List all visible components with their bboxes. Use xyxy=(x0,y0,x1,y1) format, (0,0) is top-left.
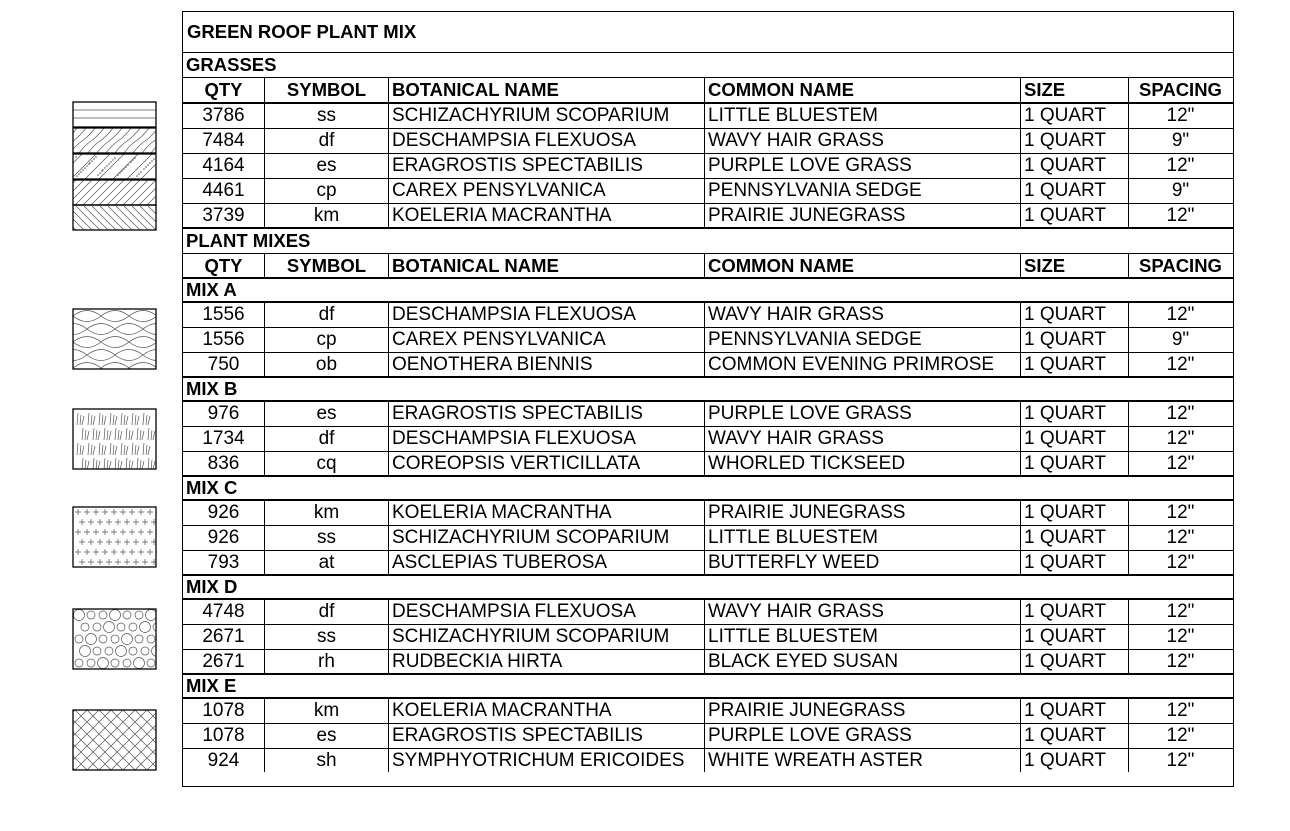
cell-spacing: 12" xyxy=(1128,154,1232,178)
cell-botanical: KOELERIA MACRANTHA xyxy=(388,204,704,227)
scale-pattern-frame xyxy=(73,309,156,369)
cell-spacing: 9" xyxy=(1128,328,1232,352)
cell-common: BLACK EYED SUSAN xyxy=(704,650,1020,673)
cell-size: 1 QUART xyxy=(1020,179,1128,203)
table-row xyxy=(183,501,1233,526)
table-row xyxy=(183,154,1233,179)
cell-qty: 2671 xyxy=(202,650,245,672)
table-row xyxy=(183,625,1233,650)
dotted-diagonal-pattern xyxy=(43,154,180,179)
cell-spacing: 12" xyxy=(1128,427,1232,451)
cell-qty: 1556 xyxy=(202,304,245,325)
table-title: GREEN ROOF PLANT MIX xyxy=(187,21,417,42)
horizontal-lines-pattern-frame xyxy=(73,102,156,127)
cell-spacing: 12" xyxy=(1128,104,1232,128)
cell-symbol: ss xyxy=(264,104,388,128)
cell-qty: 836 xyxy=(207,452,240,474)
column-header-botanical: BOTANICAL NAME xyxy=(388,254,704,277)
cell-botanical: OENOTHERA BIENNIS xyxy=(388,353,704,376)
cell-qty: 4748 xyxy=(202,601,245,622)
cell-symbol: km xyxy=(264,204,388,227)
cell-size: 1 QUART xyxy=(1020,749,1128,772)
cell-size: 1 QUART xyxy=(1020,724,1128,748)
cell-qty: 1078 xyxy=(202,700,245,721)
section-label-row xyxy=(183,53,1233,78)
table-row xyxy=(183,179,1233,204)
cell-spacing: 12" xyxy=(1128,402,1232,426)
column-header-qty: QTY xyxy=(204,79,243,100)
cell-symbol: km xyxy=(264,501,388,525)
cell-botanical: COREOPSIS VERTICILLATA xyxy=(388,452,704,475)
cell-qty: 1556 xyxy=(202,329,245,350)
cell-size: 1 QUART xyxy=(1020,104,1128,128)
cell-qty: 750 xyxy=(207,353,240,375)
cell-spacing: 12" xyxy=(1128,551,1232,574)
mix-label: MIX C xyxy=(186,477,238,498)
cell-qty: 3739 xyxy=(202,204,245,226)
cell-spacing: 12" xyxy=(1128,650,1232,673)
cell-symbol: sh xyxy=(264,749,388,772)
cell-size: 1 QUART xyxy=(1020,452,1128,475)
cell-qty: 7484 xyxy=(202,130,245,151)
cell-common: PURPLE LOVE GRASS xyxy=(704,402,1020,426)
cell-qty: 3786 xyxy=(202,105,245,126)
cell-common: BUTTERFLY WEED xyxy=(704,551,1020,574)
table-row xyxy=(183,452,1233,477)
cell-common: PRAIRIE JUNEGRASS xyxy=(704,501,1020,525)
cell-qty: 924 xyxy=(207,749,240,771)
cell-spacing: 12" xyxy=(1128,625,1232,649)
cell-size: 1 QUART xyxy=(1020,625,1128,649)
cell-qty: 1734 xyxy=(202,428,245,449)
cell-common: WHITE WREATH ASTER xyxy=(704,749,1020,772)
column-header-symbol: SYMBOL xyxy=(264,254,388,277)
table-row xyxy=(183,650,1233,675)
table-row xyxy=(183,204,1233,229)
cell-common: WHORLED TICKSEED xyxy=(704,452,1020,475)
cell-botanical: KOELERIA MACRANTHA xyxy=(388,699,704,723)
cell-common: WAVY HAIR GRASS xyxy=(704,129,1020,153)
cell-qty: 926 xyxy=(207,527,240,548)
cell-botanical: ERAGROSTIS SPECTABILIS xyxy=(388,154,704,178)
cell-qty: 4164 xyxy=(202,155,245,176)
cell-common: COMMON EVENING PRIMROSE xyxy=(704,353,1020,376)
cell-common: PURPLE LOVE GRASS xyxy=(704,724,1020,748)
cell-size: 1 QUART xyxy=(1020,154,1128,178)
cell-botanical: DESCHAMPSIA FLEXUOSA xyxy=(388,427,704,451)
cell-symbol: cp xyxy=(264,179,388,203)
cell-symbol: es xyxy=(264,402,388,426)
cell-symbol: at xyxy=(264,551,388,574)
cell-symbol: ss xyxy=(264,526,388,550)
section-label-row xyxy=(183,229,1233,254)
cell-qty: 1078 xyxy=(202,725,245,746)
column-header-row xyxy=(183,254,1233,279)
cell-common: PRAIRIE JUNEGRASS xyxy=(704,204,1020,227)
plant-mix-table xyxy=(182,11,1234,787)
cell-symbol: km xyxy=(264,699,388,723)
cell-botanical: ERAGROSTIS SPECTABILIS xyxy=(388,402,704,426)
cell-symbol: df xyxy=(264,427,388,451)
column-header-row xyxy=(183,78,1233,104)
mix-label: MIX E xyxy=(186,675,237,696)
cell-size: 1 QUART xyxy=(1020,129,1128,153)
section-label: PLANT MIXES xyxy=(186,230,311,251)
mix-label-row xyxy=(183,477,1233,501)
table-row xyxy=(183,303,1233,328)
cell-size: 1 QUART xyxy=(1020,526,1128,550)
column-header-botanical: BOTANICAL NAME xyxy=(388,78,704,102)
cell-spacing: 12" xyxy=(1128,353,1232,376)
cell-size: 1 QUART xyxy=(1020,328,1128,352)
cell-spacing: 12" xyxy=(1128,501,1232,525)
cell-size: 1 QUART xyxy=(1020,204,1128,227)
cell-size: 1 QUART xyxy=(1020,551,1128,574)
column-header-spacing: SPACING xyxy=(1128,254,1232,277)
cell-size: 1 QUART xyxy=(1020,501,1128,525)
cell-qty: 976 xyxy=(207,403,240,424)
cell-botanical: SYMPHYOTRICHUM ERICOIDES xyxy=(388,749,704,772)
cell-symbol: df xyxy=(264,129,388,153)
mix-label: MIX B xyxy=(186,378,238,399)
cell-common: PENNSYLVANIA SEDGE xyxy=(704,179,1020,203)
cell-botanical: SCHIZACHYRIUM SCOPARIUM xyxy=(388,625,704,649)
plus-grid-pattern-frame xyxy=(73,507,156,567)
horizontal-lines-pattern xyxy=(73,110,156,118)
table-row xyxy=(183,353,1233,378)
mix-label-row xyxy=(183,378,1233,402)
mix-label-row xyxy=(183,279,1233,303)
mix-label-row xyxy=(183,675,1233,699)
cell-botanical: DESCHAMPSIA FLEXUOSA xyxy=(388,600,704,624)
table-row xyxy=(183,724,1233,749)
cell-qty: 2671 xyxy=(202,626,245,647)
cell-botanical: DESCHAMPSIA FLEXUOSA xyxy=(388,129,704,153)
cell-spacing: 9" xyxy=(1128,179,1232,203)
table-title-row xyxy=(183,12,1233,53)
cell-spacing: 12" xyxy=(1128,204,1232,227)
cell-symbol: df xyxy=(264,303,388,327)
cell-size: 1 QUART xyxy=(1020,699,1128,723)
cell-symbol: rh xyxy=(264,650,388,673)
column-header-spacing: SPACING xyxy=(1128,78,1232,102)
cell-botanical: DESCHAMPSIA FLEXUOSA xyxy=(388,303,704,327)
cell-symbol: df xyxy=(264,600,388,624)
cell-symbol: ss xyxy=(264,625,388,649)
cell-common: WAVY HAIR GRASS xyxy=(704,427,1020,451)
cell-common: LITTLE BLUESTEM xyxy=(704,104,1020,128)
cell-botanical: SCHIZACHYRIUM SCOPARIUM xyxy=(388,526,704,550)
diamond-lattice-pattern xyxy=(3,710,180,770)
cell-spacing: 12" xyxy=(1128,526,1232,550)
cell-size: 1 QUART xyxy=(1020,303,1128,327)
cell-botanical: CAREX PENSYLVANICA xyxy=(388,179,704,203)
cell-botanical: RUDBECKIA HIRTA xyxy=(388,650,704,673)
mix-label: MIX A xyxy=(186,279,237,300)
plus-grid-pattern xyxy=(75,509,157,565)
cell-size: 1 QUART xyxy=(1020,402,1128,426)
cell-spacing: 9" xyxy=(1128,129,1232,153)
table-row xyxy=(183,749,1233,772)
cell-symbol: ob xyxy=(264,353,388,376)
section-label: GRASSES xyxy=(186,54,277,75)
cell-botanical: SCHIZACHYRIUM SCOPARIUM xyxy=(388,104,704,128)
cell-symbol: es xyxy=(264,154,388,178)
grass-tuft-pattern xyxy=(77,413,155,470)
cell-symbol: cq xyxy=(264,452,388,475)
table-row xyxy=(183,129,1233,154)
column-header-size: SIZE xyxy=(1020,78,1128,102)
cell-botanical: ASCLEPIAS TUBEROSA xyxy=(388,551,704,574)
table-row xyxy=(183,328,1233,353)
cell-common: PRAIRIE JUNEGRASS xyxy=(704,699,1020,723)
wavy-diagonal-pattern xyxy=(43,127,180,153)
diagonal-hatch-pattern xyxy=(43,180,180,205)
cell-qty: 4461 xyxy=(202,180,245,201)
cell-botanical: KOELERIA MACRANTHA xyxy=(388,501,704,525)
reverse-diagonal-pattern xyxy=(43,205,180,230)
cell-common: LITTLE BLUESTEM xyxy=(704,625,1020,649)
cell-common: PURPLE LOVE GRASS xyxy=(704,154,1020,178)
table-row xyxy=(183,551,1233,576)
table-row xyxy=(183,104,1233,129)
cell-common: LITTLE BLUESTEM xyxy=(704,526,1020,550)
scale-pattern xyxy=(45,311,180,374)
table-row xyxy=(183,427,1233,452)
mix-label-row xyxy=(183,576,1233,600)
circle-pattern xyxy=(74,610,163,669)
cell-size: 1 QUART xyxy=(1020,650,1128,673)
cell-symbol: cp xyxy=(264,328,388,352)
cell-spacing: 12" xyxy=(1128,749,1232,772)
cell-size: 1 QUART xyxy=(1020,427,1128,451)
table-row xyxy=(183,402,1233,427)
column-header-qty: QTY xyxy=(204,254,243,276)
legend-swatches xyxy=(0,0,180,831)
column-header-size: SIZE xyxy=(1020,254,1128,277)
table-row xyxy=(183,600,1233,625)
column-header-common: COMMON NAME xyxy=(704,254,1020,277)
cell-size: 1 QUART xyxy=(1020,600,1128,624)
cell-qty: 793 xyxy=(207,551,240,573)
table-row xyxy=(183,526,1233,551)
cell-spacing: 12" xyxy=(1128,600,1232,624)
cell-common: PENNSYLVANIA SEDGE xyxy=(704,328,1020,352)
column-header-symbol: SYMBOL xyxy=(264,78,388,102)
cell-qty: 926 xyxy=(207,502,240,523)
cell-common: WAVY HAIR GRASS xyxy=(704,303,1020,327)
cell-botanical: ERAGROSTIS SPECTABILIS xyxy=(388,724,704,748)
cell-spacing: 12" xyxy=(1128,452,1232,475)
cell-spacing: 12" xyxy=(1128,724,1232,748)
wavy-diagonal-pattern-frame xyxy=(73,128,156,153)
cell-botanical: CAREX PENSYLVANICA xyxy=(388,328,704,352)
cell-size: 1 QUART xyxy=(1020,353,1128,376)
cell-common: WAVY HAIR GRASS xyxy=(704,600,1020,624)
table-row xyxy=(183,699,1233,724)
cell-spacing: 12" xyxy=(1128,303,1232,327)
cell-symbol: es xyxy=(264,724,388,748)
mix-label: MIX D xyxy=(186,576,238,597)
column-header-common: COMMON NAME xyxy=(704,78,1020,102)
cell-spacing: 12" xyxy=(1128,699,1232,723)
